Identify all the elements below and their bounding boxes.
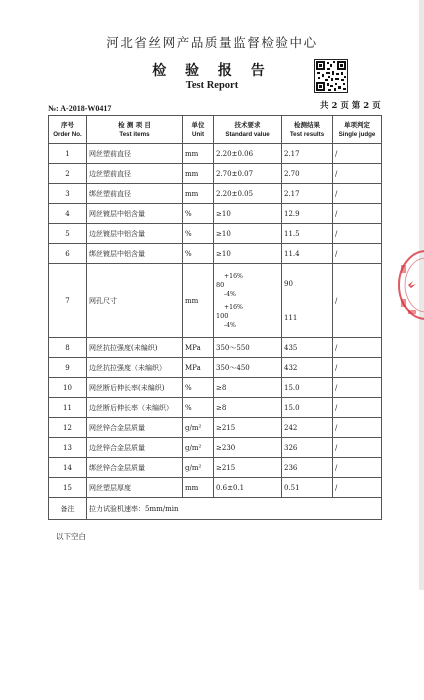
page-indicator: 共 2 页 第 2 页 — [320, 101, 381, 111]
cell-item: 边丝镀层中铝含量 — [87, 224, 183, 244]
cell-standard: 2.70±0.07 — [214, 164, 282, 184]
cell-results: 0.51 — [282, 478, 333, 498]
cell-no: 12 — [49, 418, 87, 438]
cell-standard: ≥10 — [214, 244, 282, 264]
table-row — [49, 244, 382, 264]
remarks-row — [49, 498, 382, 520]
cell-results: 15.0 — [282, 398, 333, 418]
cell-judge: / — [333, 164, 382, 184]
cell-unit: mm — [183, 164, 214, 184]
cell-no: 3 — [49, 184, 87, 204]
table-row — [49, 144, 382, 164]
cell-unit: MPa — [183, 358, 214, 378]
cell-no: 8 — [49, 338, 87, 358]
cell-judge: / — [333, 458, 382, 478]
remarks-label: 备注 — [49, 498, 87, 520]
cell-standard: ≥8 — [214, 398, 282, 418]
table-row — [49, 358, 382, 378]
rows-group-2 — [49, 338, 382, 498]
cell-item: 边丝抗拉强度（未编织） — [87, 358, 183, 378]
cell-item: 边丝塑前直径 — [87, 164, 183, 184]
cell-standard: 350～450 — [214, 358, 282, 378]
table-row — [49, 338, 382, 358]
cell-results: 326 — [282, 438, 333, 458]
cell-standard: ≥8 — [214, 378, 282, 398]
cell-unit: mm — [183, 264, 214, 338]
blank-scan-area — [0, 590, 424, 700]
cell-unit: g/m² — [183, 458, 214, 478]
cell-judge: / — [333, 398, 382, 418]
test-results-table — [48, 115, 382, 520]
cell-no: 1 — [49, 144, 87, 164]
cell-standard: +16% 80 -4% +16% 100 -4% — [214, 264, 282, 338]
cell-item: 绑丝镀层中铝含量 — [87, 244, 183, 264]
cell-results: 236 — [282, 458, 333, 478]
cell-judge: / — [333, 438, 382, 458]
cell-no: 5 — [49, 224, 87, 244]
cell-judge: / — [333, 144, 382, 164]
cell-standard: ≥10 — [214, 224, 282, 244]
red-seal-stamp — [396, 247, 424, 323]
table-row — [49, 478, 382, 498]
cell-standard: ≥230 — [214, 438, 282, 458]
cell-unit: % — [183, 204, 214, 224]
cell-standard: ≥215 — [214, 458, 282, 478]
table-row — [49, 378, 382, 398]
cell-unit: MPa — [183, 338, 214, 358]
cell-results: 2.70 — [282, 164, 333, 184]
table-row — [49, 164, 382, 184]
table-row — [49, 204, 382, 224]
cell-no: 13 — [49, 438, 87, 458]
cell-item: 网孔尺寸 — [87, 264, 183, 338]
cell-standard: ≥215 — [214, 418, 282, 438]
organization-name: 河北省丝网产品质量监督检验中心 — [106, 35, 318, 50]
cell-unit: % — [183, 224, 214, 244]
cell-no: 7 — [49, 264, 87, 338]
report-title-en: Test Report — [185, 80, 239, 91]
cell-judge: / — [333, 204, 382, 224]
cell-unit: % — [183, 244, 214, 264]
cell-unit: mm — [183, 478, 214, 498]
rows-group-mesh — [49, 264, 382, 338]
cell-no: 2 — [49, 164, 87, 184]
cell-unit: mm — [183, 144, 214, 164]
cell-results: 12.9 — [282, 204, 333, 224]
qr-code-icon — [314, 59, 348, 93]
cell-item: 边丝锌合金层质量 — [87, 438, 183, 458]
cell-judge: / — [333, 184, 382, 204]
cell-unit: g/m² — [183, 418, 214, 438]
cell-judge: / — [333, 358, 382, 378]
cell-item: 绑丝塑前直径 — [87, 184, 183, 204]
cell-results: 2.17 — [282, 184, 333, 204]
cell-standard: 2.20±0.05 — [214, 184, 282, 204]
cell-item: 边丝断后伸长率（未编织） — [87, 398, 183, 418]
cell-results: 11.4 — [282, 244, 333, 264]
report-title-cn: 检 验 报 告 — [152, 63, 272, 79]
table-row — [49, 184, 382, 204]
cell-judge: / — [333, 224, 382, 244]
table-row — [49, 418, 382, 438]
table-row — [49, 224, 382, 244]
cell-results: 15.0 — [282, 378, 333, 398]
cell-item: 网丝抗拉强度(未编织) — [87, 338, 183, 358]
table-header-row — [49, 116, 382, 144]
header-unit: 单位 Unit — [183, 116, 214, 144]
cell-judge: / — [333, 338, 382, 358]
cell-item: 网丝塑层厚度 — [87, 478, 183, 498]
cell-item: 网丝镀层中铝含量 — [87, 204, 183, 224]
cell-judge: / — [333, 244, 382, 264]
cell-no: 14 — [49, 458, 87, 478]
table-row — [49, 458, 382, 478]
cell-results: 435 — [282, 338, 333, 358]
cell-no: 4 — [49, 204, 87, 224]
cell-judge: / — [333, 418, 382, 438]
header-judge: 单项判定 Single judge — [333, 116, 382, 144]
header-item: 检 测 项 目 Test items — [87, 116, 183, 144]
table-row — [49, 264, 382, 338]
cell-no: 6 — [49, 244, 87, 264]
cell-standard: 0.6±0.1 — [214, 478, 282, 498]
cell-results: 242 — [282, 418, 333, 438]
cell-item: 网丝断后伸长率(未编织) — [87, 378, 183, 398]
report-number: №: A-2018-W0417 — [48, 104, 112, 113]
header-order: 序号 Order No. — [49, 116, 87, 144]
cell-judge: / — [333, 478, 382, 498]
remarks-text: 拉力试验机速率：5mm/min — [87, 498, 382, 520]
cell-judge: / — [333, 378, 382, 398]
cell-no: 9 — [49, 358, 87, 378]
rows-group-1 — [49, 144, 382, 264]
cell-unit: mm — [183, 184, 214, 204]
cell-standard: 2.20±0.06 — [214, 144, 282, 164]
cell-results: 432 — [282, 358, 333, 378]
cell-item: 网丝塑前直径 — [87, 144, 183, 164]
cell-no: 15 — [49, 478, 87, 498]
cell-no: 10 — [49, 378, 87, 398]
header-standard: 技术要求 Standard value — [214, 116, 282, 144]
cell-standard: ≥10 — [214, 204, 282, 224]
blank-below-note: 以下空白 — [56, 532, 86, 541]
cell-standard: 350～550 — [214, 338, 282, 358]
cell-judge: / — [333, 264, 382, 338]
cell-no: 11 — [49, 398, 87, 418]
table-row — [49, 398, 382, 418]
table-row — [49, 438, 382, 458]
cell-unit: % — [183, 378, 214, 398]
cell-unit: g/m² — [183, 438, 214, 458]
header-results: 检测结果 Test results — [282, 116, 333, 144]
cell-unit: % — [183, 398, 214, 418]
cell-results: 11.5 — [282, 224, 333, 244]
cell-item: 绑丝锌合金层质量 — [87, 458, 183, 478]
cell-results: 2.17 — [282, 144, 333, 164]
cell-results: 90 111 — [282, 264, 333, 338]
cell-item: 网丝锌合金层质量 — [87, 418, 183, 438]
